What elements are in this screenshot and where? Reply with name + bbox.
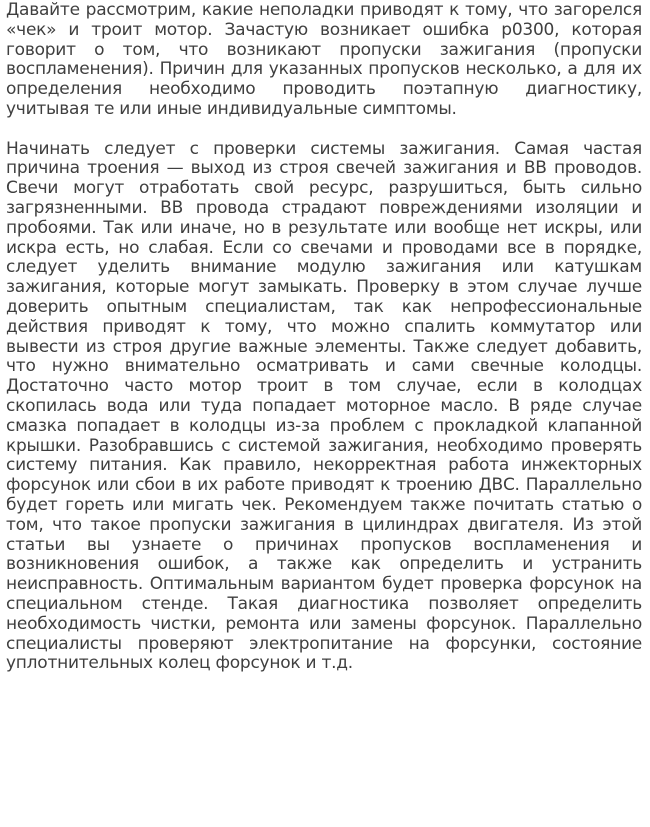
intro-paragraph: Давайте рассмотрим, какие неполадки приводят к тому, что загорелся «чек» и троит мотор. Зачастую возникает ошибка p0300, которая говорит о том, что возникают пропуски зажигания (пропуски воспламенения). Причин для указанных пропусков несколько, а для их определения необходимо проводить поэтапную диагностику, учитывая те или иные индивидуальные симптомы. <box>6 0 642 119</box>
diagnostics-paragraph: Начинать следует с проверки системы зажигания. Самая частая причина троения — выход из строя свечей зажигания и ВВ проводов. Свечи могут отработать свой ресурс, разрушиться, быть сильно загрязненными. ВВ провода страдают повреждениями изоляции и пробоями. Так или иначе, но в результате или вообще нет искры, или искра есть, но слабая. Если со свечами и проводами все в порядке, следует уделить внимание модулю зажигания или катушкам зажигания, которые могут замыкать. Проверку в этом случае лучше доверить опытным специалистам, так как непрофессиональные действия приводят к тому, что можно спалить коммутатор или вывести из строя другие важные элементы. Также следует добавить, что нужно внимательно осматривать и сами свечные колодцы. Достаточно часто мотор троит в том случае, если в колодцах скопилась вода или туда попадает моторное масло. В ряде случае смазка попадает в колодцы из-за проблем с прокладкой клапанной крышки. Разобравшись с системой зажигания, необходимо проверять систему питания. Как правило, некорректная работа инжекторных форсунок или сбои в их работе приводят к троению ДВС. Параллельно будет гореть или мигать чек. Рекомендуем также почитать статью о том, что такое пропуски зажигания в цилиндрах двигателя. Из этой статьи вы узнаете о причинах пропусков воспламенения и возникновения ошибок, а также как определить и устранить неисправность. Оптимальным вариантом будет проверка форсунок на специальном стенде. Такая диагностика позволяет определить необходимость чистки, ремонта или замены форсунок. Параллельно специалисты проверяют электропитание на форсунки, состояние уплотнительных колец форсунок и т.д. <box>6 138 642 674</box>
